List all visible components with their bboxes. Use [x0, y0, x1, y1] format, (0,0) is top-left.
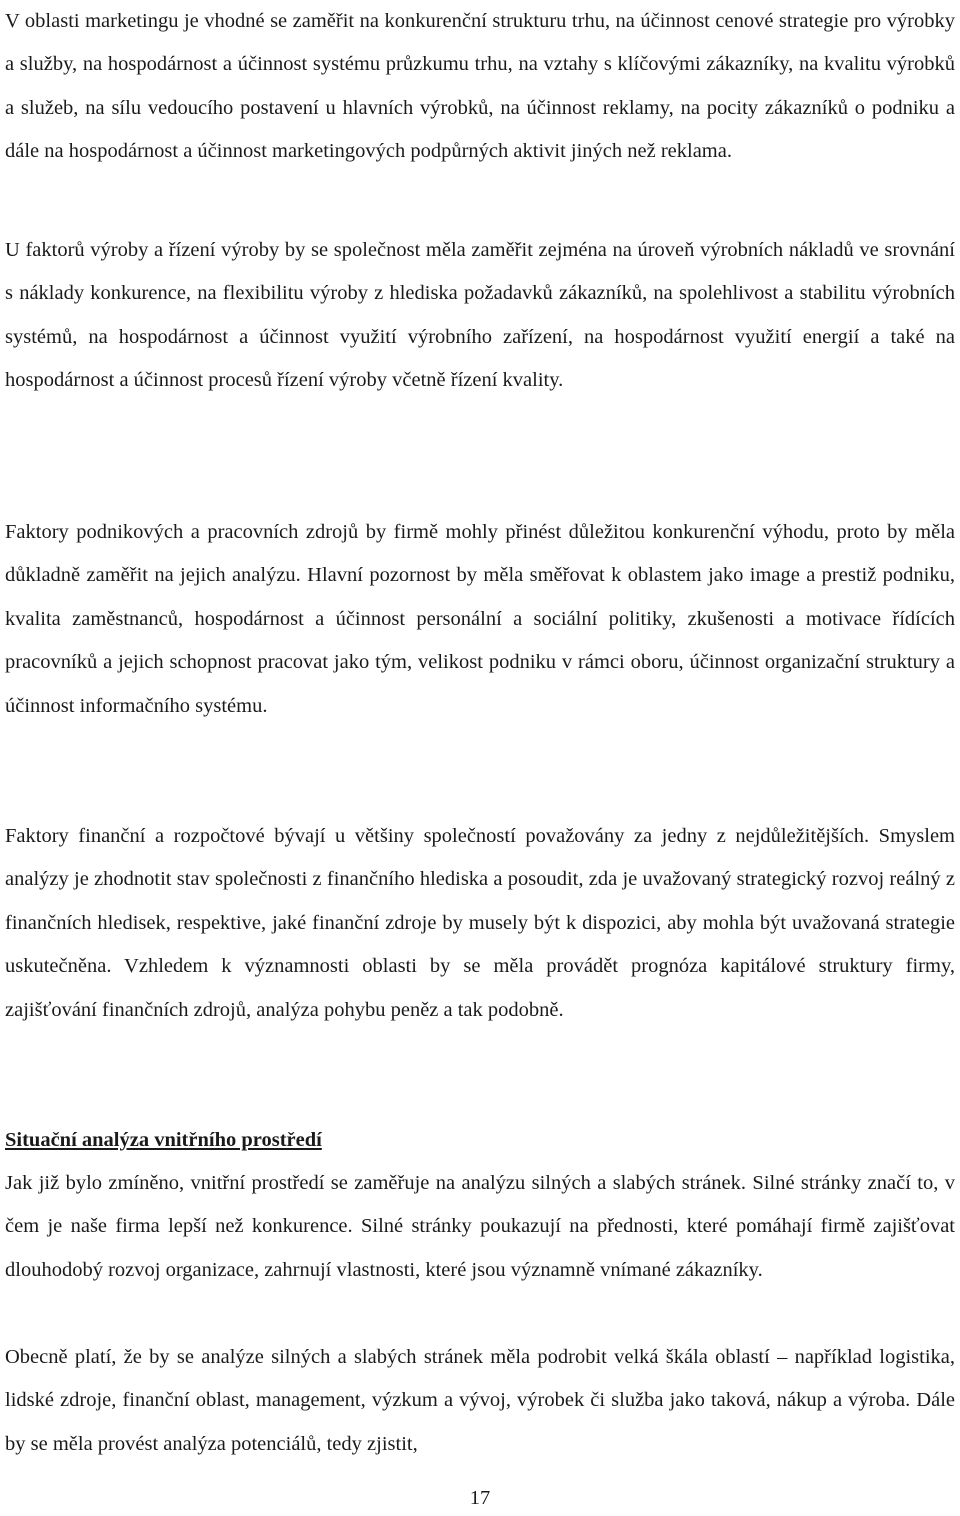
- paragraph-internal-environment: Jak již bylo zmíněno, vnitřní prostředí se zaměřuje na analýzu silných a slabých stránek. Silné stránky značí to, v čem je naše firma lepší než konkurence. Silné stránky poukazují na přednosti, které pomáhají firmě zajišťovat dlouhodobý rozvoj organizace, zahrnují vlastnosti, které jsou významně vnímané zákazníky.: [5, 1172, 955, 1281]
- section-heading: Situační analýza vnitřního prostředí: [5, 1129, 322, 1151]
- paragraph-resources: Faktory podnikových a pracovních zdrojů by firmě mohly přinést důležitou konkurenční výhodu, proto by měla důkladně zaměřit na jejich analýzu. Hlavní pozornost by měla směřovat k oblastem jako image a prestiž podniku, kvalita zaměstnanců, hospodárnost a účinnost personální a sociální politiky, zkušenosti a motivace řídících pracovníků a jejich schopnost pracovat jako tým, velikost podniku v rámci oboru, účinnost organizační struktury a účinnost informačního systému.: [5, 521, 955, 717]
- paragraph-marketing: V oblasti marketingu je vhodné se zaměřit na konkurenční strukturu trhu, na účinnost cenové strategie pro výrobky a služby, na hospodárnost a účinnost systému průzkumu trhu, na vztahy s klíčovými zákazníky, na kvalitu výrobků a služeb, na sílu vedoucího postavení u hlavních výrobků, na účinnost reklamy, na pocity zákazníků o podniku a dále na hospodárnost a účinnost marketingových podpůrných aktivit jiných než reklama.: [5, 10, 955, 163]
- page-number: 17: [469, 1487, 491, 1509]
- paragraph-production: U faktorů výroby a řízení výroby by se společnost měla zaměřit zejména na úroveň výrobních nákladů ve srovnání s náklady konkurence, na flexibilitu výroby z hlediska požadavků zákazníků, na spolehlivost a stabilitu výrobních systémů, na hospodárnost a účinnost využití výrobního zařízení, na hospodárnost využití energií a také na hospodárnost a účinnost procesů řízení výroby včetně řízení kvality.: [5, 239, 955, 392]
- paragraph-strengths-weaknesses: Obecně platí, že by se analýze silných a slabých stránek měla podrobit velká škála oblastí – například logistika, lidské zdroje, finanční oblast, management, výzkum a vývoj, výrobek či služba jako taková, nákup a výroba. Dále by se měla provést analýza potenciálů, tedy zjistit,: [5, 1346, 955, 1455]
- paragraph-finance: Faktory finanční a rozpočtové bývají u většiny společností považovány za jedny z nejdůležitějších. Smyslem analýzy je zhodnotit stav společnosti z finančního hlediska a posoudit, zda je uvažovaný strategický rozvoj reálný z finančních hledisek, respektive, jaké finanční zdroje by musely být k dispozici, aby mohla být uvažovaná strategie uskutečněna. Vzhledem k významnosti oblasti by se měla provádět prognóza kapitálové struktury firmy, zajišťování finančních zdrojů, analýza pohybu peněz a tak podobně.: [5, 825, 955, 1021]
